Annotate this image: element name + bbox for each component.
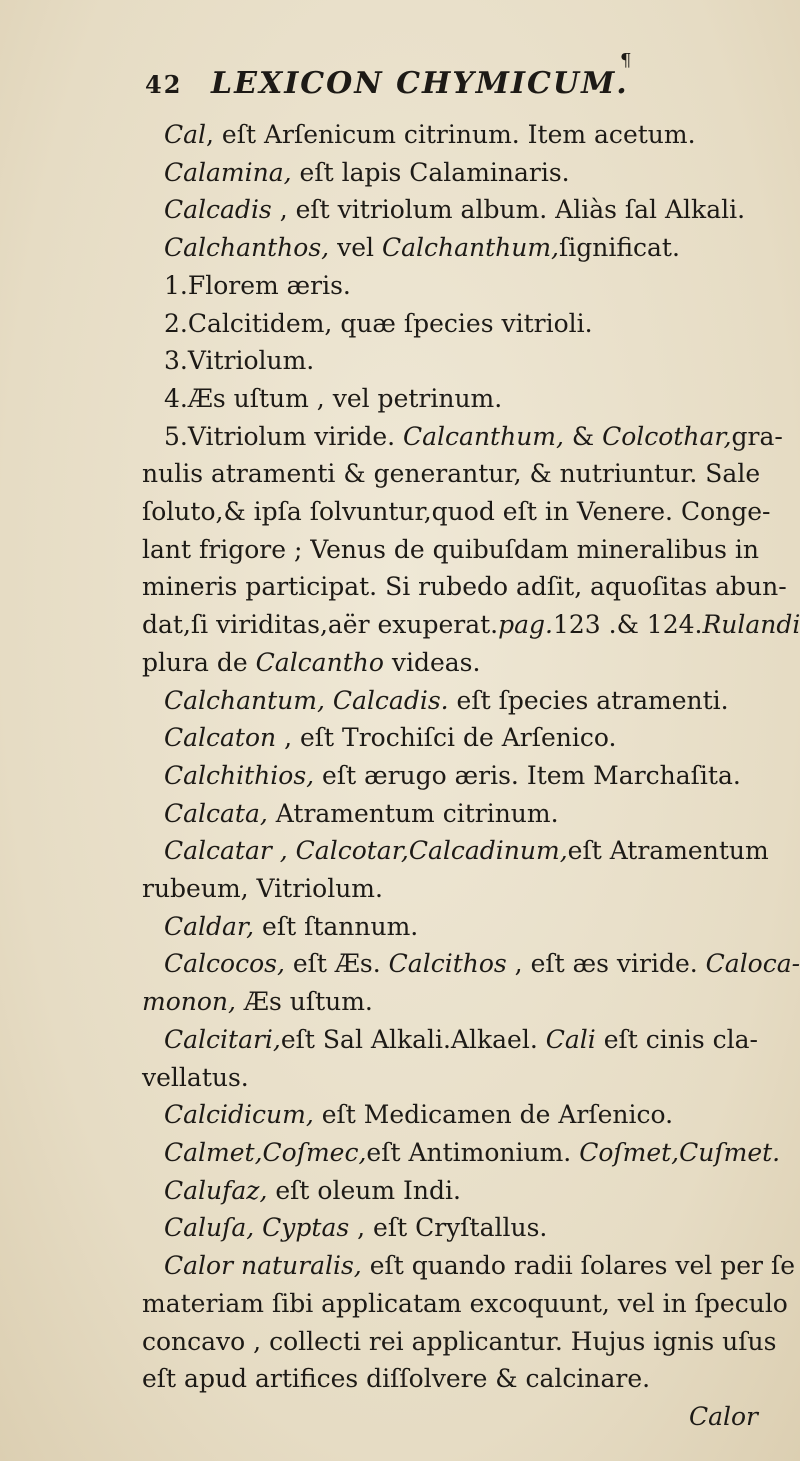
text-line bbox=[142, 757, 770, 795]
text-span: 5.Vitriolum viride. bbox=[164, 421, 404, 451]
lexicon-text bbox=[142, 116, 800, 1436]
entry-term: Cali bbox=[545, 1024, 596, 1054]
text-span: eſt cinis cla- bbox=[595, 1024, 758, 1054]
entry-term: Calcanthum, bbox=[403, 421, 564, 451]
entry-term: Calor naturalis, bbox=[164, 1251, 362, 1281]
text-span: gra- bbox=[731, 421, 783, 451]
text-line bbox=[142, 1209, 770, 1247]
text-line bbox=[142, 305, 770, 343]
text-span: rubeum, Vitriolum. bbox=[142, 874, 383, 904]
entry-term: Calcadis bbox=[164, 195, 272, 225]
text-span: mineris participat. Si rubedo adſit, aquoſitas abun- bbox=[142, 572, 787, 602]
text-span: eſt Medicamen de Arſenico. bbox=[313, 1100, 674, 1130]
text-span: , eſt vitriolum album. Aliàs ſal Alkali. bbox=[271, 195, 746, 225]
text-line bbox=[142, 832, 770, 870]
text-line bbox=[142, 1096, 770, 1134]
text-span: eſt apud artifices diſſolvere & calcinare. bbox=[142, 1364, 651, 1394]
entry-term: Caluſa, Cyptas bbox=[164, 1213, 350, 1243]
running-title: LEXICON CHYMICUM. bbox=[211, 66, 629, 101]
text-line bbox=[142, 380, 770, 418]
entry-term: Calchithios, bbox=[164, 760, 315, 790]
entry-term: monon, bbox=[142, 987, 236, 1017]
entry-term: Calcidicum, bbox=[164, 1100, 314, 1130]
text-line bbox=[142, 1172, 770, 1210]
entry-term: pag. bbox=[498, 610, 553, 640]
text-span: videas. bbox=[383, 647, 481, 677]
entry-term: Caloca- bbox=[705, 949, 800, 979]
text-span: eſt Atramentum bbox=[567, 836, 769, 866]
text-line bbox=[142, 795, 770, 833]
text-span: & bbox=[563, 421, 603, 451]
text-span: eſt quando radii ſolares vel per ſe bbox=[361, 1251, 795, 1281]
text-span: ſoluto,& ipſa ſolvuntur,quod eſt in Venere. Conge- bbox=[142, 497, 771, 527]
entry-term: Calcithos bbox=[388, 949, 507, 979]
text-line bbox=[142, 644, 770, 682]
text-span: dat,ſi viriditas,aër exuperat. bbox=[142, 610, 499, 640]
text-span: ſignificat. bbox=[558, 233, 680, 263]
entry-term: Calufaz, bbox=[164, 1175, 268, 1205]
text-line bbox=[142, 1134, 781, 1172]
text-span: vel bbox=[329, 233, 382, 263]
entry-term: Calchantum, Calcadis. bbox=[164, 685, 449, 715]
entry-term: Calcata, bbox=[164, 798, 268, 828]
text-span: 3.Vitriolum. bbox=[164, 346, 315, 376]
text-span: 1.Florem æris. bbox=[164, 270, 351, 300]
text-line bbox=[142, 531, 770, 569]
text-line bbox=[142, 154, 770, 192]
text-span: plura de bbox=[142, 647, 256, 677]
text-span: 2.Calcitidem, quæ ſpecies vitrioli. bbox=[164, 308, 593, 338]
text-line bbox=[142, 682, 770, 720]
text-line bbox=[142, 455, 770, 493]
catchword: Calor bbox=[688, 1401, 758, 1431]
text-span: eſt ærugo æris. Item Marchaſita. bbox=[314, 760, 741, 790]
text-span: lant frigore ; Venus de quibuſdam mineralibus in bbox=[142, 534, 760, 564]
text-span: eſt lapis Calaminaris. bbox=[291, 157, 570, 187]
text-span: , eſt Cryſtallus. bbox=[349, 1213, 548, 1243]
text-line bbox=[142, 191, 770, 229]
text-line bbox=[142, 229, 770, 267]
text-line bbox=[142, 493, 770, 531]
text-span: , eſt Trochiſci de Arſenico. bbox=[276, 723, 617, 753]
entry-term: Calmet,Coſmec, bbox=[164, 1137, 367, 1167]
text-span: concavo , collecti rei applicantur. Hujus ignis uſus bbox=[142, 1326, 777, 1356]
entry-term: Calcantho bbox=[255, 647, 384, 677]
text-span: eſt ſtannum. bbox=[254, 911, 419, 941]
text-span: eſt Sal Alkali.Alkael. bbox=[280, 1024, 546, 1054]
entry-term: Calcatar , Calcotar,Calcadinum, bbox=[164, 836, 568, 866]
entry-term: Calchanthos, bbox=[164, 233, 330, 263]
entry-term: Cal bbox=[164, 120, 207, 149]
text-span: , eſt æs viride. bbox=[506, 949, 706, 979]
page-header bbox=[145, 66, 745, 112]
text-line bbox=[142, 568, 787, 606]
text-line bbox=[142, 267, 770, 305]
text-span: eſt ſpecies atramenti. bbox=[448, 685, 729, 715]
entry-term: Colcothar, bbox=[602, 421, 732, 451]
text-line bbox=[142, 1059, 770, 1097]
entry-term: Calcaton bbox=[164, 723, 277, 753]
text-span: 123 .& 124. bbox=[553, 610, 703, 640]
text-line bbox=[142, 342, 770, 380]
text-line bbox=[142, 418, 783, 456]
entry-term: Rulandi bbox=[702, 610, 800, 640]
text-line bbox=[142, 1021, 770, 1059]
text-line bbox=[142, 606, 800, 644]
text-line bbox=[142, 908, 770, 946]
text-line bbox=[142, 1285, 788, 1323]
text-line bbox=[142, 1247, 795, 1285]
text-span: eſt Antimonium. bbox=[366, 1137, 580, 1167]
entry-term: Coſmet,Cuſmet. bbox=[579, 1137, 781, 1167]
text-span: nulis atramenti & generantur, & nutriuntur. Sale bbox=[142, 459, 761, 489]
text-line bbox=[142, 870, 770, 908]
text-line bbox=[142, 983, 770, 1021]
text-line bbox=[142, 719, 770, 757]
entry-term: Calcocos, bbox=[164, 949, 285, 979]
text-span: Æs uſtum. bbox=[235, 987, 373, 1017]
entry-term: Calcitari, bbox=[164, 1024, 281, 1054]
entry-term: Calchanthum, bbox=[381, 233, 559, 263]
text-line bbox=[142, 116, 770, 154]
text-line bbox=[142, 945, 800, 983]
paragraph-mark: ¶ bbox=[620, 50, 632, 71]
text-span: 4.Æs uſtum , vel petrinum. bbox=[164, 383, 503, 413]
page-number: 42 bbox=[145, 70, 183, 99]
entry-term: Calamina, bbox=[164, 157, 292, 187]
text-span: eſt Æs. bbox=[284, 949, 389, 979]
text-span: materiam ſibi applicatam excoquunt, vel in ſpeculo bbox=[142, 1288, 788, 1318]
text-span: vellatus. bbox=[142, 1062, 249, 1092]
text-line bbox=[142, 1323, 777, 1361]
entry-term: Caldar, bbox=[164, 911, 255, 941]
text-line bbox=[142, 1360, 770, 1398]
text-span: , eſt Arſenicum citrinum. Item acetum. bbox=[206, 120, 696, 149]
text-span: eſt oleum Indi. bbox=[267, 1175, 461, 1205]
text-span: Atramentum citrinum. bbox=[267, 798, 559, 828]
